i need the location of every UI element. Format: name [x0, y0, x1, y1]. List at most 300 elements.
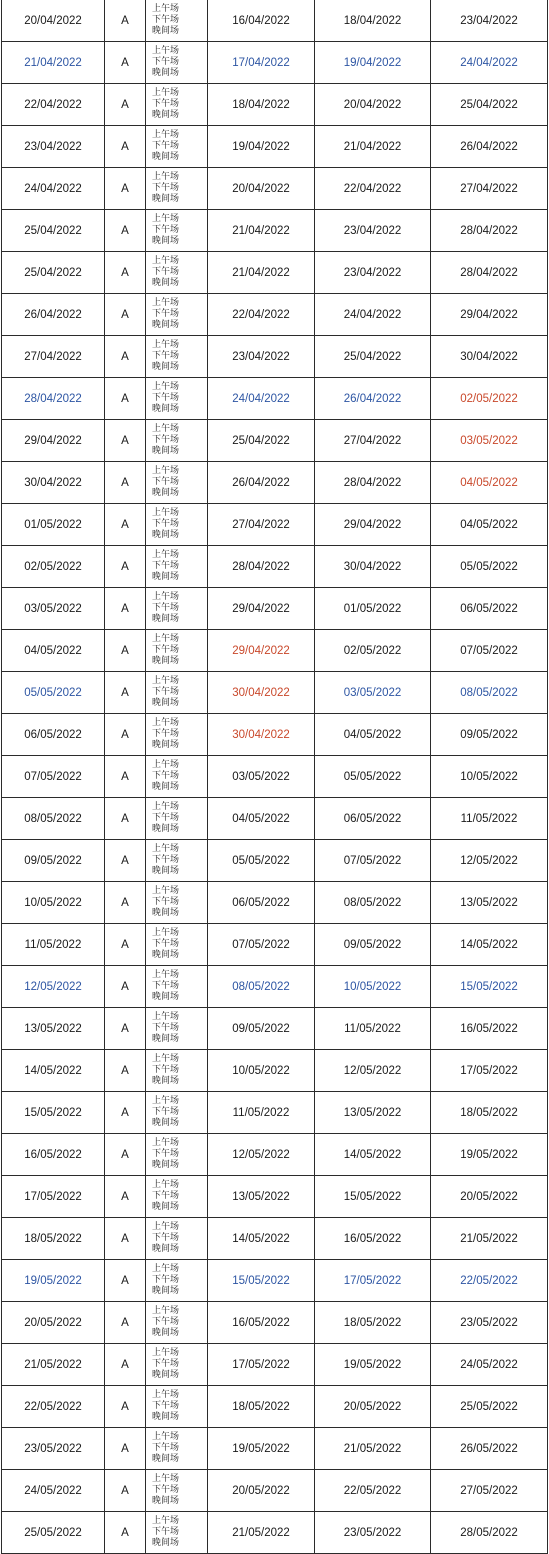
- to-date-cell: 06/05/2022: [431, 588, 548, 630]
- group-cell: A: [105, 588, 146, 630]
- group-cell: A: [105, 1008, 146, 1050]
- session-label: 下午场: [152, 1107, 180, 1117]
- to-date-cell: 28/05/2022: [431, 1512, 548, 1554]
- session-label: 上午场: [152, 1180, 180, 1190]
- group-cell: A: [105, 756, 146, 798]
- mid-date-cell: 27/04/2022: [315, 420, 431, 462]
- table-row: [2, 672, 548, 714]
- session-label: 晚间场: [152, 1370, 180, 1380]
- mid-date-cell: 29/04/2022: [315, 504, 431, 546]
- session-cell: [146, 0, 208, 42]
- from-date-cell: 29/04/2022: [208, 630, 315, 672]
- session-label: 上午场: [152, 214, 180, 224]
- to-date-cell: 23/05/2022: [431, 1302, 548, 1344]
- session-label: 晚间场: [152, 1202, 180, 1212]
- session-label: 晚间场: [152, 1496, 180, 1506]
- session-label: 下午场: [152, 1275, 180, 1285]
- session-cell: [146, 924, 208, 966]
- mid-date-cell: 21/04/2022: [315, 126, 431, 168]
- mid-date-cell: 11/05/2022: [315, 1008, 431, 1050]
- session-label: 上午场: [152, 718, 180, 728]
- group-cell: A: [105, 420, 146, 462]
- to-date-cell: 15/05/2022: [431, 966, 548, 1008]
- group-cell: A: [105, 336, 146, 378]
- mid-date-cell: 16/05/2022: [315, 1218, 431, 1260]
- session-label: 下午场: [152, 603, 180, 613]
- session-cell: [146, 420, 208, 462]
- group-cell: A: [105, 84, 146, 126]
- session-label: 晚间场: [152, 152, 180, 162]
- session-cell: [146, 1008, 208, 1050]
- session-cell: [146, 672, 208, 714]
- from-date-cell: 03/05/2022: [208, 756, 315, 798]
- table-row: [2, 42, 548, 84]
- table-row: [2, 1092, 548, 1134]
- group-cell: A: [105, 1428, 146, 1470]
- session-cell: [146, 1302, 208, 1344]
- table-row: [2, 1428, 548, 1470]
- mid-date-cell: 09/05/2022: [315, 924, 431, 966]
- from-date-cell: 07/05/2022: [208, 924, 315, 966]
- session-cell: [146, 966, 208, 1008]
- to-date-cell: 14/05/2022: [431, 924, 548, 966]
- session-label: 上午场: [152, 844, 180, 854]
- session-label: 晚间场: [152, 110, 180, 120]
- date-cell: 11/05/2022: [2, 924, 105, 966]
- to-date-cell: 04/05/2022: [431, 462, 548, 504]
- mid-date-cell: 10/05/2022: [315, 966, 431, 1008]
- session-label: 晚间场: [152, 278, 180, 288]
- session-label: 上午场: [152, 130, 180, 140]
- table-row: [2, 1218, 548, 1260]
- session-label: 上午场: [152, 1222, 180, 1232]
- table-row: [2, 462, 548, 504]
- from-date-cell: 20/04/2022: [208, 168, 315, 210]
- table-row: [2, 210, 548, 252]
- mid-date-cell: 14/05/2022: [315, 1134, 431, 1176]
- to-date-cell: 13/05/2022: [431, 882, 548, 924]
- from-date-cell: 09/05/2022: [208, 1008, 315, 1050]
- session-label: 晚间场: [152, 950, 180, 960]
- date-cell: 25/05/2022: [2, 1512, 105, 1554]
- to-date-cell: 28/04/2022: [431, 210, 548, 252]
- from-date-cell: 29/04/2022: [208, 588, 315, 630]
- session-cell: [146, 630, 208, 672]
- table-row: [2, 1050, 548, 1092]
- to-date-cell: 12/05/2022: [431, 840, 548, 882]
- from-date-cell: 06/05/2022: [208, 882, 315, 924]
- mid-date-cell: 06/05/2022: [315, 798, 431, 840]
- mid-date-cell: 22/05/2022: [315, 1470, 431, 1512]
- from-date-cell: 21/05/2022: [208, 1512, 315, 1554]
- session-label: 下午场: [152, 435, 180, 445]
- session-label: 上午场: [152, 970, 180, 980]
- group-cell: A: [105, 798, 146, 840]
- session-cell: [146, 1134, 208, 1176]
- session-cell: [146, 1092, 208, 1134]
- date-cell: 04/05/2022: [2, 630, 105, 672]
- session-cell: [146, 1344, 208, 1386]
- session-cell: [146, 1260, 208, 1302]
- mid-date-cell: 05/05/2022: [315, 756, 431, 798]
- session-label: 下午场: [152, 1065, 180, 1075]
- from-date-cell: 21/04/2022: [208, 252, 315, 294]
- session-label: 上午场: [152, 592, 180, 602]
- session-cell: [146, 588, 208, 630]
- mid-date-cell: 23/05/2022: [315, 1512, 431, 1554]
- session-label: 上午场: [152, 1516, 180, 1526]
- group-cell: A: [105, 1302, 146, 1344]
- session-label: 晚间场: [152, 614, 180, 624]
- from-date-cell: 19/05/2022: [208, 1428, 315, 1470]
- mid-date-cell: 02/05/2022: [315, 630, 431, 672]
- from-date-cell: 05/05/2022: [208, 840, 315, 882]
- table-row: [2, 630, 548, 672]
- date-cell: 02/05/2022: [2, 546, 105, 588]
- session-cell: [146, 252, 208, 294]
- session-label: 下午场: [152, 1443, 180, 1453]
- session-label: 晚间场: [152, 740, 180, 750]
- session-label: 上午场: [152, 1306, 180, 1316]
- from-date-cell: 04/05/2022: [208, 798, 315, 840]
- table-row: [2, 126, 548, 168]
- session-label: 上午场: [152, 1138, 180, 1148]
- to-date-cell: 03/05/2022: [431, 420, 548, 462]
- session-label: 下午场: [152, 981, 180, 991]
- group-cell: A: [105, 714, 146, 756]
- mid-date-cell: 18/05/2022: [315, 1302, 431, 1344]
- table-row: [2, 0, 548, 42]
- table-row: [2, 1008, 548, 1050]
- from-date-cell: 18/05/2022: [208, 1386, 315, 1428]
- from-date-cell: 18/04/2022: [208, 84, 315, 126]
- session-label: 晚间场: [152, 446, 180, 456]
- date-cell: 25/04/2022: [2, 210, 105, 252]
- session-label: 下午场: [152, 99, 180, 109]
- from-date-cell: 16/05/2022: [208, 1302, 315, 1344]
- to-date-cell: 25/04/2022: [431, 84, 548, 126]
- session-label: 下午场: [152, 141, 180, 151]
- table-row: [2, 252, 548, 294]
- from-date-cell: 17/05/2022: [208, 1344, 315, 1386]
- group-cell: A: [105, 1176, 146, 1218]
- table-row: [2, 882, 548, 924]
- to-date-cell: 30/04/2022: [431, 336, 548, 378]
- date-cell: 29/04/2022: [2, 420, 105, 462]
- table-row: [2, 1134, 548, 1176]
- to-date-cell: 26/05/2022: [431, 1428, 548, 1470]
- date-cell: 09/05/2022: [2, 840, 105, 882]
- from-date-cell: 30/04/2022: [208, 714, 315, 756]
- table-row: [2, 1302, 548, 1344]
- date-cell: 17/05/2022: [2, 1176, 105, 1218]
- session-label: 晚间场: [152, 1286, 180, 1296]
- session-label: 下午场: [152, 1317, 180, 1327]
- date-cell: 03/05/2022: [2, 588, 105, 630]
- session-label: 晚间场: [152, 866, 180, 876]
- date-cell: 08/05/2022: [2, 798, 105, 840]
- session-label: 晚间场: [152, 992, 180, 1002]
- session-cell: [146, 294, 208, 336]
- table-row: [2, 798, 548, 840]
- from-date-cell: 10/05/2022: [208, 1050, 315, 1092]
- from-date-cell: 20/05/2022: [208, 1470, 315, 1512]
- group-cell: A: [105, 1218, 146, 1260]
- session-label: 下午场: [152, 351, 180, 361]
- group-cell: A: [105, 966, 146, 1008]
- session-label: 下午场: [152, 519, 180, 529]
- session-label: 上午场: [152, 802, 180, 812]
- session-label: 上午场: [152, 1096, 180, 1106]
- to-date-cell: 18/05/2022: [431, 1092, 548, 1134]
- session-cell: [146, 1386, 208, 1428]
- table-row: [2, 1512, 548, 1554]
- table-row: [2, 966, 548, 1008]
- table-row: [2, 546, 548, 588]
- date-cell: 28/04/2022: [2, 378, 105, 420]
- from-date-cell: 17/04/2022: [208, 42, 315, 84]
- session-label: 上午场: [152, 928, 180, 938]
- date-cell: 26/04/2022: [2, 294, 105, 336]
- date-cell: 22/05/2022: [2, 1386, 105, 1428]
- from-date-cell: 19/04/2022: [208, 126, 315, 168]
- session-label: 晚间场: [152, 1328, 180, 1338]
- session-label: 上午场: [152, 424, 180, 434]
- session-cell: [146, 210, 208, 252]
- group-cell: A: [105, 294, 146, 336]
- table-row: [2, 714, 548, 756]
- session-label: 上午场: [152, 1432, 180, 1442]
- mid-date-cell: 26/04/2022: [315, 378, 431, 420]
- group-cell: A: [105, 672, 146, 714]
- session-label: 晚间场: [152, 404, 180, 414]
- session-cell: [146, 840, 208, 882]
- session-label: 上午场: [152, 1012, 180, 1022]
- to-date-cell: 17/05/2022: [431, 1050, 548, 1092]
- table-row: [2, 756, 548, 798]
- session-label: 上午场: [152, 46, 180, 56]
- session-label: 上午场: [152, 1474, 180, 1484]
- date-cell: 20/04/2022: [2, 0, 105, 42]
- session-label: 上午场: [152, 550, 180, 560]
- to-date-cell: 23/04/2022: [431, 0, 548, 42]
- session-label: 上午场: [152, 886, 180, 896]
- group-cell: A: [105, 1092, 146, 1134]
- date-cell: 15/05/2022: [2, 1092, 105, 1134]
- from-date-cell: 16/04/2022: [208, 0, 315, 42]
- session-label: 下午场: [152, 897, 180, 907]
- mid-date-cell: 15/05/2022: [315, 1176, 431, 1218]
- to-date-cell: 24/04/2022: [431, 42, 548, 84]
- group-cell: A: [105, 126, 146, 168]
- session-cell: [146, 168, 208, 210]
- session-label: 下午场: [152, 309, 180, 319]
- session-label: 晚间场: [152, 782, 180, 792]
- to-date-cell: 29/04/2022: [431, 294, 548, 336]
- session-label: 下午场: [152, 729, 180, 739]
- from-date-cell: 24/04/2022: [208, 378, 315, 420]
- mid-date-cell: 04/05/2022: [315, 714, 431, 756]
- session-label: 下午场: [152, 225, 180, 235]
- mid-date-cell: 19/05/2022: [315, 1344, 431, 1386]
- session-cell: [146, 126, 208, 168]
- from-date-cell: 14/05/2022: [208, 1218, 315, 1260]
- session-label: 下午场: [152, 771, 180, 781]
- to-date-cell: 04/05/2022: [431, 504, 548, 546]
- session-label: 下午场: [152, 1191, 180, 1201]
- session-label: 下午场: [152, 1401, 180, 1411]
- session-label: 下午场: [152, 57, 180, 67]
- to-date-cell: 27/05/2022: [431, 1470, 548, 1512]
- date-cell: 06/05/2022: [2, 714, 105, 756]
- from-date-cell: 22/04/2022: [208, 294, 315, 336]
- mid-date-cell: 08/05/2022: [315, 882, 431, 924]
- session-label: 下午场: [152, 183, 180, 193]
- to-date-cell: 26/04/2022: [431, 126, 548, 168]
- session-label: 晚间场: [152, 572, 180, 582]
- session-label: 晚间场: [152, 68, 180, 78]
- group-cell: A: [105, 1512, 146, 1554]
- from-date-cell: 11/05/2022: [208, 1092, 315, 1134]
- to-date-cell: 09/05/2022: [431, 714, 548, 756]
- session-label: 上午场: [152, 1054, 180, 1064]
- session-cell: [146, 1176, 208, 1218]
- date-cell: 19/05/2022: [2, 1260, 105, 1302]
- session-label: 晚间场: [152, 1538, 180, 1548]
- to-date-cell: 05/05/2022: [431, 546, 548, 588]
- table-row: [2, 588, 548, 630]
- session-label: 晚间场: [152, 488, 180, 498]
- session-label: 上午场: [152, 340, 180, 350]
- table-row: [2, 840, 548, 882]
- group-cell: A: [105, 1344, 146, 1386]
- session-cell: [146, 1470, 208, 1512]
- session-label: 上午场: [152, 508, 180, 518]
- session-label: 下午场: [152, 1233, 180, 1243]
- session-label: 下午场: [152, 561, 180, 571]
- mid-date-cell: 20/04/2022: [315, 84, 431, 126]
- to-date-cell: 21/05/2022: [431, 1218, 548, 1260]
- session-label: 下午场: [152, 939, 180, 949]
- session-label: 晚间场: [152, 26, 180, 36]
- to-date-cell: 07/05/2022: [431, 630, 548, 672]
- group-cell: A: [105, 882, 146, 924]
- table-row: [2, 168, 548, 210]
- date-cell: 24/05/2022: [2, 1470, 105, 1512]
- group-cell: A: [105, 1260, 146, 1302]
- table-row: [2, 294, 548, 336]
- mid-date-cell: 25/04/2022: [315, 336, 431, 378]
- table-row: [2, 336, 548, 378]
- table-row: [2, 1470, 548, 1512]
- group-cell: A: [105, 462, 146, 504]
- to-date-cell: 02/05/2022: [431, 378, 548, 420]
- session-cell: [146, 378, 208, 420]
- mid-date-cell: 03/05/2022: [315, 672, 431, 714]
- to-date-cell: 27/04/2022: [431, 168, 548, 210]
- session-label: 下午场: [152, 813, 180, 823]
- date-cell: 21/04/2022: [2, 42, 105, 84]
- session-label: 上午场: [152, 172, 180, 182]
- session-label: 下午场: [152, 1527, 180, 1537]
- date-cell: 27/04/2022: [2, 336, 105, 378]
- session-cell: [146, 1050, 208, 1092]
- table-row: [2, 1176, 548, 1218]
- session-label: 晚间场: [152, 908, 180, 918]
- session-label: 晚间场: [152, 530, 180, 540]
- mid-date-cell: 24/04/2022: [315, 294, 431, 336]
- session-label: 上午场: [152, 382, 180, 392]
- session-label: 下午场: [152, 267, 180, 277]
- group-cell: A: [105, 0, 146, 42]
- date-cell: 30/04/2022: [2, 462, 105, 504]
- table-row: [2, 378, 548, 420]
- to-date-cell: 16/05/2022: [431, 1008, 548, 1050]
- schedule-body: [2, 0, 548, 1554]
- session-label: 下午场: [152, 393, 180, 403]
- date-cell: 07/05/2022: [2, 756, 105, 798]
- table-row: [2, 1386, 548, 1428]
- date-cell: 22/04/2022: [2, 84, 105, 126]
- session-label: 晚间场: [152, 656, 180, 666]
- session-cell: [146, 1512, 208, 1554]
- session-label: 晚间场: [152, 362, 180, 372]
- session-label: 上午场: [152, 676, 180, 686]
- group-cell: A: [105, 1386, 146, 1428]
- table-row: [2, 924, 548, 966]
- session-cell: [146, 504, 208, 546]
- date-cell: 14/05/2022: [2, 1050, 105, 1092]
- date-cell: 25/04/2022: [2, 252, 105, 294]
- mid-date-cell: 19/04/2022: [315, 42, 431, 84]
- mid-date-cell: 21/05/2022: [315, 1428, 431, 1470]
- date-cell: 24/04/2022: [2, 168, 105, 210]
- group-cell: A: [105, 504, 146, 546]
- session-label: 下午场: [152, 645, 180, 655]
- to-date-cell: 10/05/2022: [431, 756, 548, 798]
- session-label: 晚间场: [152, 1412, 180, 1422]
- session-cell: [146, 462, 208, 504]
- date-cell: 20/05/2022: [2, 1302, 105, 1344]
- mid-date-cell: 28/04/2022: [315, 462, 431, 504]
- session-cell: [146, 42, 208, 84]
- to-date-cell: 20/05/2022: [431, 1176, 548, 1218]
- group-cell: A: [105, 1050, 146, 1092]
- to-date-cell: 19/05/2022: [431, 1134, 548, 1176]
- session-label: 晚间场: [152, 236, 180, 246]
- date-cell: 23/05/2022: [2, 1428, 105, 1470]
- from-date-cell: 27/04/2022: [208, 504, 315, 546]
- session-label: 晚间场: [152, 698, 180, 708]
- from-date-cell: 15/05/2022: [208, 1260, 315, 1302]
- session-cell: [146, 756, 208, 798]
- session-label: 晚间场: [152, 194, 180, 204]
- session-cell: [146, 798, 208, 840]
- date-cell: 21/05/2022: [2, 1344, 105, 1386]
- date-cell: 18/05/2022: [2, 1218, 105, 1260]
- session-label: 上午场: [152, 466, 180, 476]
- to-date-cell: 11/05/2022: [431, 798, 548, 840]
- from-date-cell: 21/04/2022: [208, 210, 315, 252]
- session-label: 晚间场: [152, 1244, 180, 1254]
- date-cell: 05/05/2022: [2, 672, 105, 714]
- group-cell: A: [105, 1470, 146, 1512]
- session-label: 上午场: [152, 1348, 180, 1358]
- session-label: 晚间场: [152, 1160, 180, 1170]
- group-cell: A: [105, 210, 146, 252]
- from-date-cell: 23/04/2022: [208, 336, 315, 378]
- session-label: 下午场: [152, 855, 180, 865]
